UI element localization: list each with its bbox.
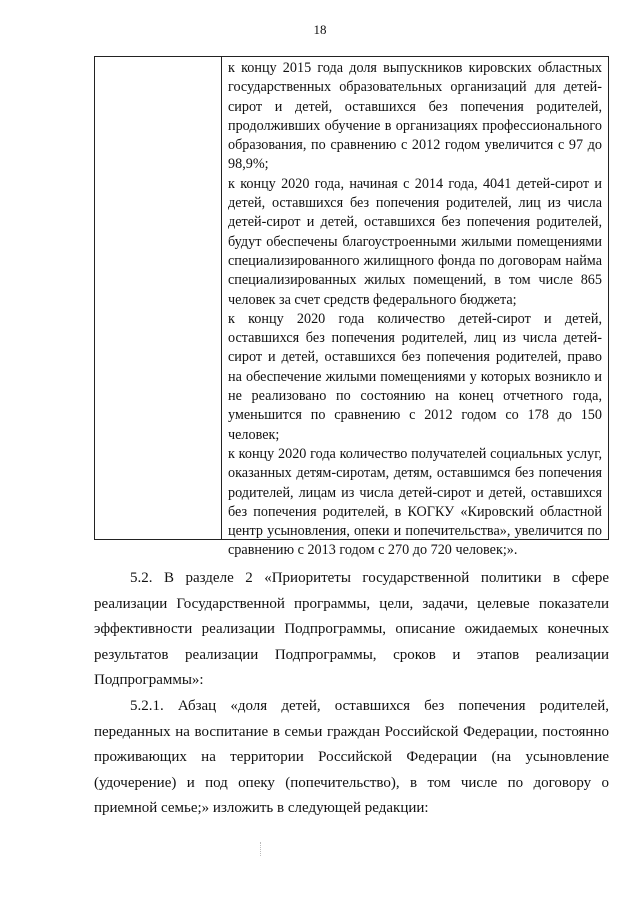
scan-artifact <box>260 842 264 856</box>
body-text <box>94 566 609 822</box>
document-table <box>94 56 609 559</box>
body-paragraph: 5.2. В разделе 2 «Приоритеты государственной политики в сфере реализации Государственной программы, цели, задачи, целевые показатели эффективности реализации Подпрограммы, описание ожидаемых конечных результатов реализации Подпрограммы, сроков и этапов реализации Подпрограммы»: <box>94 570 609 689</box>
page-number: 18 <box>313 22 327 37</box>
body-paragraph: 5.2.1. Абзац «доля детей, оставшихся без попечения родителей, переданных на воспитание в семьи граждан Российской Федерации, постоянно проживающих на территории Российской Федерации (на усыновление (удочерение) и под опеку (попечительство), в том числе по договору о приемной семье;» изложить в следующей редакции: <box>94 697 609 817</box>
table-paragraph: к концу 2015 года доля выпускников кировских областных государственных образовательных организаций для детей-сирот и детей, оставшихся без попечения родителей, продолживших обучение в организациях профессионального образования, по сравнению с 2012 годом увеличится с 97 до 98,9%; <box>228 60 602 173</box>
table-right-cell <box>222 57 608 559</box>
table-paragraph: к концу 2020 года количество детей-сирот и детей, оставшихся без попечения родителей, лиц из числа детей-сирот и детей, оставшихся без попечения родителей, право на обеспечение жилыми помещениями у которых возникло и не реализовано по состоянию на конец отчетного года, уменьшится по сравнению с 2012 годом со 178 до 150 человек; <box>228 310 602 443</box>
table-left-cell <box>95 57 222 539</box>
table-paragraph: к концу 2020 года, начиная с 2014 года, 4041 детей-сирот и детей, оставшихся без попечения родителей, лиц из числа детей-сирот и детей, оставшихся без попечения родителей, будут обеспечены благоустроенными жилыми помещениями специализированного жилищного фонда по договорам найма специализированных жилых помещений, в том числе 865 человек за счет средств федерального бюджета; <box>228 175 602 308</box>
table-paragraph: к концу 2020 года количество получателей социальных услуг, оказанных детям-сиротам, детям, оставшимся без попечения родителей, лицам из числа детей-сирот и детей, оставшихся без попечения родителей, в КОГКУ «Кировский областной центр усыновления, опеки и попечительства», увеличится по сравнению с 2013 годом с 270 до 720 человек;». <box>228 445 602 559</box>
